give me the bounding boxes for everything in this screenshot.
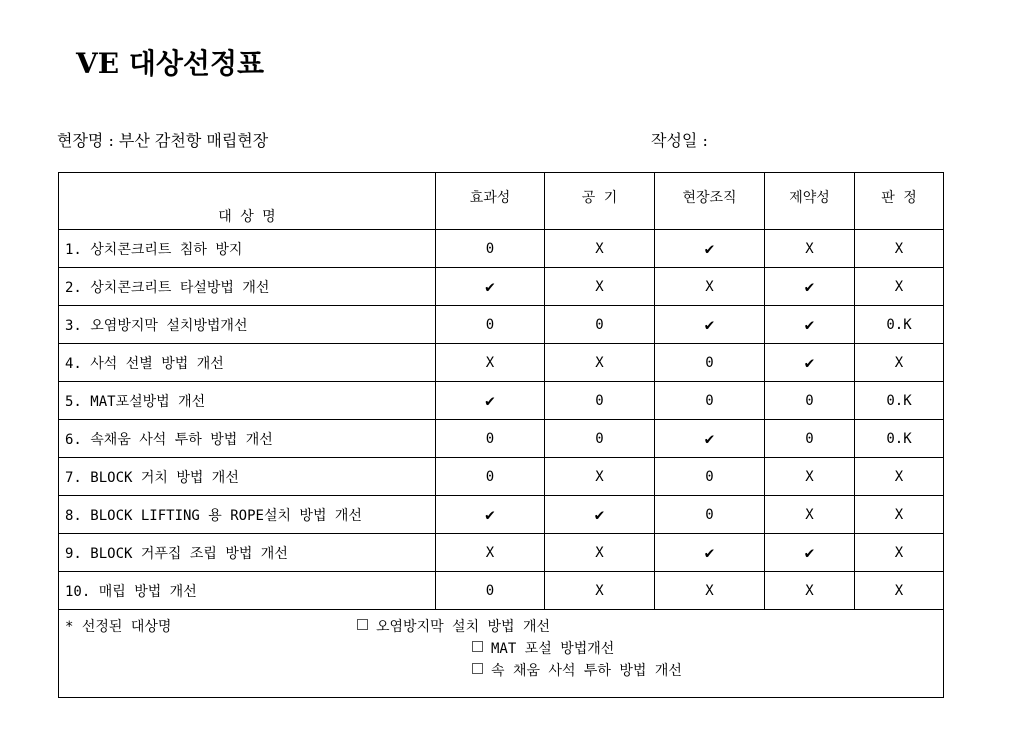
schedule-cell <box>545 230 655 268</box>
org-cell <box>655 420 765 458</box>
verdict-cell <box>855 534 944 572</box>
mark-value: X <box>485 354 495 371</box>
mark-value: X <box>894 278 904 295</box>
mark-value: X <box>705 278 714 295</box>
mark-value: X <box>595 582 604 599</box>
check-icon: ✔ <box>704 239 715 258</box>
header-schedule: 공 기 <box>545 173 655 230</box>
selected-item <box>472 660 682 680</box>
mark-value: X <box>894 354 904 371</box>
checkbox-icon <box>472 663 483 674</box>
mark-value: 0 <box>705 468 714 485</box>
selected-items <box>59 610 944 698</box>
org-cell <box>655 534 765 572</box>
table-row <box>59 306 944 344</box>
constraint-cell <box>765 572 855 610</box>
check-icon: ✔ <box>485 505 495 524</box>
check-icon: ✔ <box>704 315 715 334</box>
table-row <box>59 420 944 458</box>
mark-value: X <box>894 468 904 485</box>
mark-value: X <box>805 240 814 257</box>
header-org: 현장조직 <box>655 173 765 230</box>
header-row <box>59 173 944 230</box>
item-name: 7. BLOCK 거치 방법 개선 <box>59 458 436 496</box>
schedule-cell <box>545 268 655 306</box>
org-cell <box>655 382 765 420</box>
constraint-cell <box>765 534 855 572</box>
mark-value: 0 <box>595 316 604 333</box>
checkbox-icon <box>357 619 368 630</box>
verdict-cell <box>855 496 944 534</box>
mark-value: 0 <box>805 392 814 409</box>
check-icon: ✔ <box>804 353 815 372</box>
mark-value: X <box>595 278 604 295</box>
item-name: 6. 속채움 사석 투하 방법 개선 <box>59 420 436 458</box>
check-icon: ✔ <box>704 429 715 448</box>
constraint-cell <box>765 230 855 268</box>
org-cell <box>655 344 765 382</box>
item-name: 4. 사석 선별 방법 개선 <box>59 344 436 382</box>
table-row <box>59 230 944 268</box>
constraint-cell <box>765 344 855 382</box>
mark-value: X <box>595 240 604 257</box>
mark-value: X <box>485 544 495 561</box>
org-cell <box>655 496 765 534</box>
mark-value: X <box>705 582 714 599</box>
mark-value: 0.K <box>886 430 912 447</box>
mark-value: 0 <box>595 430 604 447</box>
schedule-cell <box>545 496 655 534</box>
effect-cell <box>436 344 545 382</box>
mark-value: X <box>894 582 904 599</box>
effect-cell <box>436 230 545 268</box>
header-name: 대 상 명 <box>59 173 436 230</box>
effect-cell <box>436 420 545 458</box>
verdict-cell <box>855 382 944 420</box>
header-effect: 효과성 <box>436 173 545 230</box>
item-name: 3. 오염방지막 설치방법개선 <box>59 306 436 344</box>
check-icon: ✔ <box>804 543 815 562</box>
verdict-cell <box>855 458 944 496</box>
selected-row <box>59 610 944 698</box>
verdict-cell <box>855 420 944 458</box>
effect-cell <box>436 458 545 496</box>
mark-value: X <box>595 468 604 485</box>
mark-value: 0 <box>485 468 495 485</box>
mark-value: 0 <box>805 430 814 447</box>
verdict-cell <box>855 230 944 268</box>
selected-item <box>472 638 614 658</box>
schedule-cell <box>545 534 655 572</box>
org-cell <box>655 230 765 268</box>
checkbox-icon <box>472 641 483 652</box>
date-label: 작성일 : <box>651 131 708 150</box>
effect-cell <box>436 496 545 534</box>
table-row <box>59 572 944 610</box>
effect-cell <box>436 268 545 306</box>
effect-cell <box>436 306 545 344</box>
table-row <box>59 534 944 572</box>
constraint-cell <box>765 458 855 496</box>
table-row <box>59 344 944 382</box>
check-icon: ✔ <box>804 315 815 334</box>
verdict-cell <box>855 306 944 344</box>
mark-value: 0 <box>595 392 604 409</box>
table-row <box>59 496 944 534</box>
header-verdict: 판 정 <box>855 173 944 230</box>
mark-value: X <box>805 468 814 485</box>
schedule-cell <box>545 344 655 382</box>
org-cell <box>655 572 765 610</box>
mark-value: 0 <box>485 430 495 447</box>
selected-item-label: 오염방지막 설치 방법 개선 <box>376 619 551 635</box>
header-constraint: 제약성 <box>765 173 855 230</box>
org-cell <box>655 306 765 344</box>
item-name: 9. BLOCK 거푸집 조립 방법 개선 <box>59 534 436 572</box>
schedule-cell <box>545 458 655 496</box>
item-name: 2. 상치콘크리트 타설방법 개선 <box>59 268 436 306</box>
table-row <box>59 268 944 306</box>
schedule-cell <box>545 420 655 458</box>
verdict-cell <box>855 572 944 610</box>
mark-value: 0.K <box>886 392 912 409</box>
mark-value: 0 <box>485 316 495 333</box>
schedule-cell <box>545 572 655 610</box>
constraint-cell <box>765 306 855 344</box>
table-row <box>59 458 944 496</box>
mark-value: X <box>595 544 604 561</box>
mark-value: 0 <box>485 240 495 257</box>
effect-cell <box>436 534 545 572</box>
verdict-cell <box>855 268 944 306</box>
mark-value: X <box>894 240 904 257</box>
mark-value: X <box>595 354 604 371</box>
schedule-cell <box>545 382 655 420</box>
effect-cell <box>436 382 545 420</box>
item-name: 10. 매립 방법 개선 <box>59 572 436 610</box>
page-title: VE 대상선정표 <box>76 47 265 80</box>
org-cell <box>655 458 765 496</box>
check-icon: ✔ <box>594 505 605 524</box>
ve-selection-table <box>58 172 944 698</box>
mark-value: X <box>805 582 814 599</box>
selected-item <box>357 616 550 636</box>
selected-item-label: MAT 포설 방법개선 <box>491 641 615 657</box>
site-name: 현장명 : 부산 감천항 매립현장 <box>57 131 269 150</box>
check-icon: ✔ <box>704 543 715 562</box>
mark-value: 0 <box>485 582 495 599</box>
mark-value: 0 <box>705 392 714 409</box>
item-name: 1. 상치콘크리트 침하 방지 <box>59 230 436 268</box>
effect-cell <box>436 572 545 610</box>
constraint-cell <box>765 268 855 306</box>
table-row <box>59 382 944 420</box>
schedule-cell <box>545 306 655 344</box>
check-icon: ✔ <box>485 391 495 410</box>
constraint-cell <box>765 496 855 534</box>
item-name: 5. MAT포설방법 개선 <box>59 382 436 420</box>
verdict-cell <box>855 344 944 382</box>
mark-value: 0 <box>705 354 714 371</box>
mark-value: 0 <box>705 506 714 523</box>
mark-value: 0.K <box>886 316 912 333</box>
mark-value: X <box>805 506 814 523</box>
check-icon: ✔ <box>485 277 495 296</box>
constraint-cell <box>765 382 855 420</box>
mark-value: X <box>894 544 904 561</box>
mark-value: X <box>894 506 904 523</box>
check-icon: ✔ <box>804 277 815 296</box>
constraint-cell <box>765 420 855 458</box>
selected-label: * 선정된 대상명 <box>65 619 172 635</box>
selected-item-label: 속 채움 사석 투하 방법 개선 <box>491 663 682 679</box>
item-name: 8. BLOCK LIFTING 용 ROPE설치 방법 개선 <box>59 496 436 534</box>
org-cell <box>655 268 765 306</box>
